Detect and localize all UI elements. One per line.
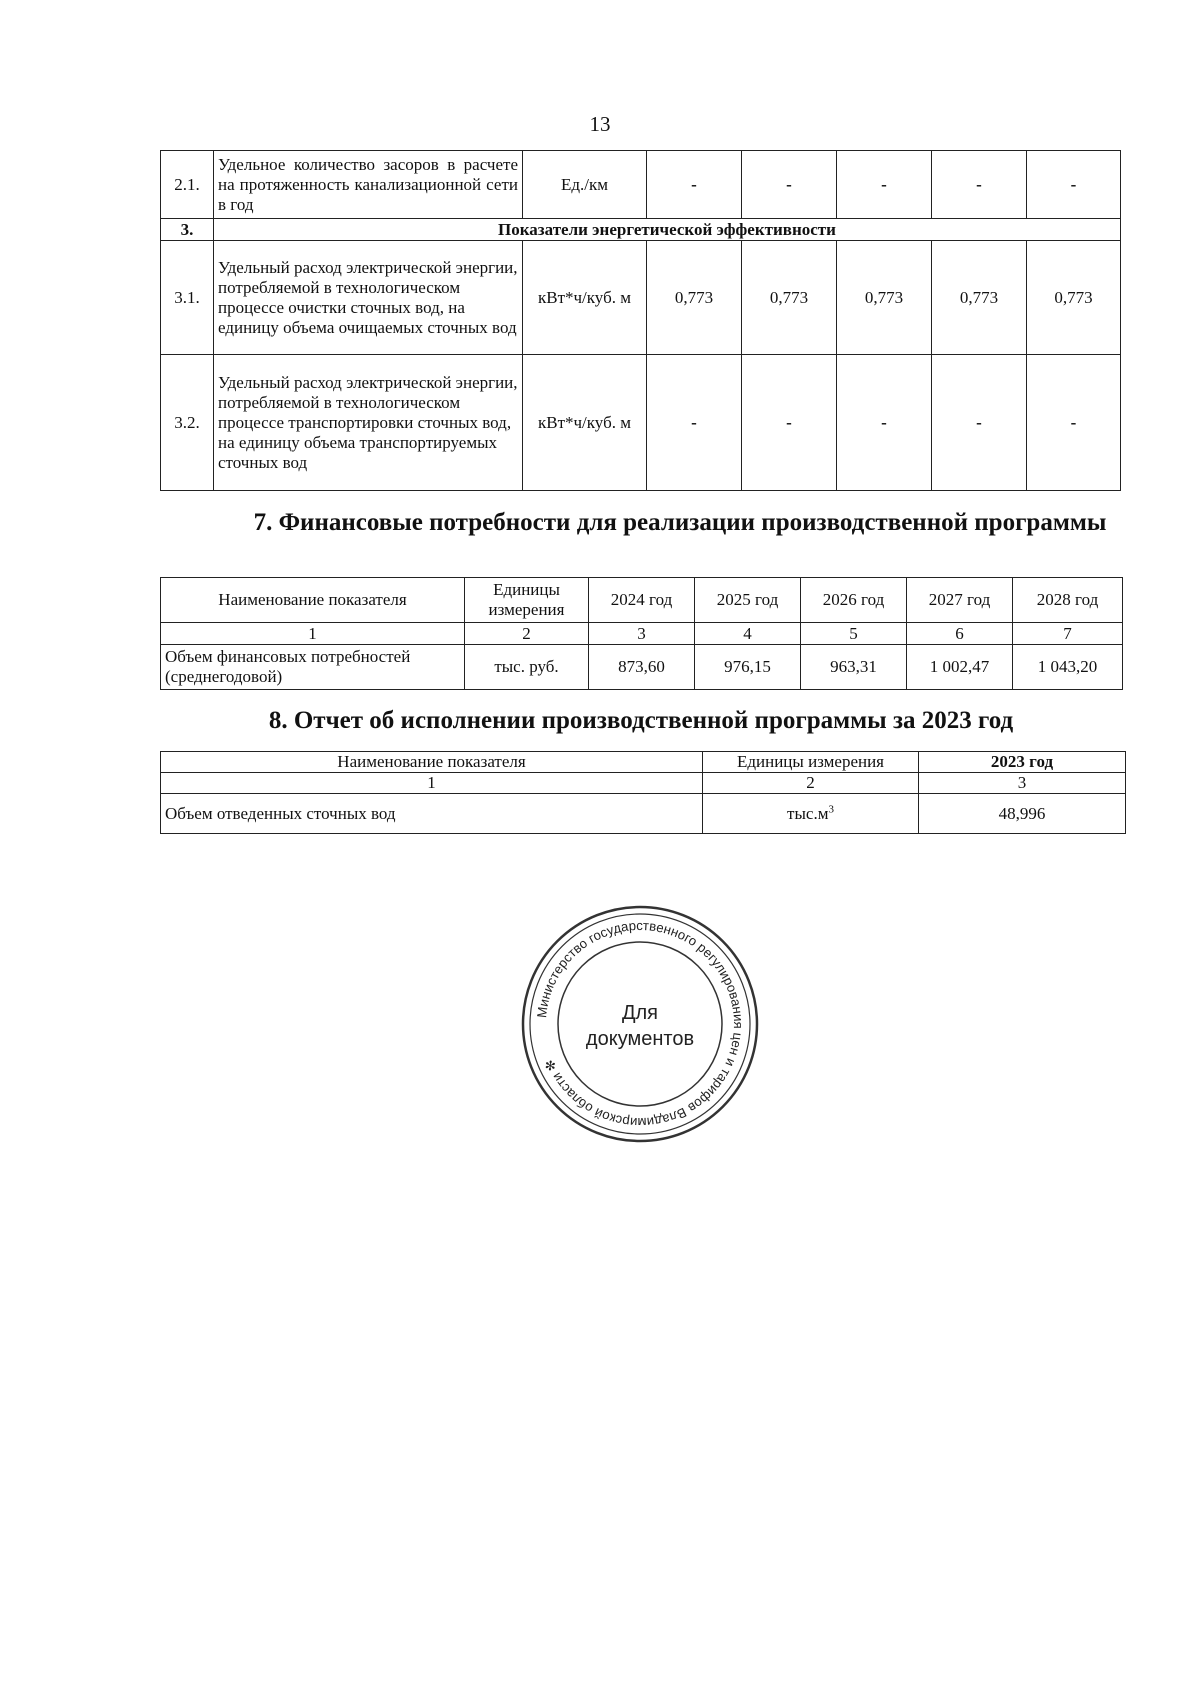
- column-number: 4: [695, 623, 801, 645]
- column-number: 1: [161, 623, 465, 645]
- table-row: [161, 355, 1121, 491]
- row-number: 3.2.: [161, 355, 214, 491]
- value-cell: 48,996: [919, 794, 1126, 834]
- value-cell: 963,31: [801, 645, 907, 690]
- official-stamp: [520, 904, 760, 1144]
- unit-cell: [703, 794, 919, 834]
- unit-exponent: 3: [828, 802, 834, 815]
- indicator-name: Удельное количество засоров в расчете на протяженность канализационной сети в год: [214, 151, 523, 219]
- table-row: [161, 794, 1126, 834]
- column-header: 2028 год: [1013, 578, 1123, 623]
- column-header: Наименование показателя: [161, 752, 703, 773]
- header-row: [161, 752, 1126, 773]
- section-title: Показатели энергетической эффективности: [214, 219, 1121, 241]
- unit-cell: Ед./км: [523, 151, 647, 219]
- column-number: 6: [907, 623, 1013, 645]
- value-cell: 0,773: [932, 241, 1027, 355]
- stamp-center-line2: документов: [585, 1028, 695, 1050]
- indicator-name: Объем финансовых потребностей (среднегодовой): [161, 645, 465, 690]
- page-number: 13: [589, 112, 611, 136]
- unit-cell: кВт*ч/куб. м: [523, 241, 647, 355]
- table-row: [161, 151, 1121, 219]
- column-header: 2026 год: [801, 578, 907, 623]
- indicator-name: Объем отведенных сточных вод: [161, 794, 703, 834]
- value-cell: -: [932, 151, 1027, 219]
- table-row: [161, 241, 1121, 355]
- stamp-inner-ring: [558, 942, 722, 1106]
- column-header: Наименование показателя: [161, 578, 465, 623]
- section-8-heading: 8. Отчет об исполнении производственной программы за 2023 год: [268, 707, 1014, 734]
- unit-text: тыс.м: [787, 803, 829, 823]
- section-row: [161, 219, 1121, 241]
- column-number: 5: [801, 623, 907, 645]
- table-row: [161, 645, 1123, 690]
- stamp-ring-text: Министерство государственного регулирования цен и тарифов Владимирской области ✻: [534, 917, 747, 1131]
- indicators-table: [160, 150, 1121, 491]
- row-number: 3.1.: [161, 241, 214, 355]
- value-cell: -: [932, 355, 1027, 491]
- stamp-center-line1: Для: [621, 1002, 659, 1024]
- value-cell: 0,773: [837, 241, 932, 355]
- value-cell: 873,60: [589, 645, 695, 690]
- section-7-heading: 7. Финансовые потребности для реализации производственной программы: [253, 509, 1107, 536]
- value-cell: -: [742, 355, 837, 491]
- column-number-row: [161, 623, 1123, 645]
- value-cell: 1 002,47: [907, 645, 1013, 690]
- value-cell: 0,773: [647, 241, 742, 355]
- column-header: 2025 год: [695, 578, 801, 623]
- column-header: 2024 год: [589, 578, 695, 623]
- column-number: 1: [161, 773, 703, 794]
- value-cell: -: [742, 151, 837, 219]
- value-cell: 1 043,20: [1013, 645, 1123, 690]
- column-header: Единицы измерения: [465, 578, 589, 623]
- column-header: 2027 год: [907, 578, 1013, 623]
- column-number-row: [161, 773, 1126, 794]
- indicator-name: Удельный расход электрической энергии, потребляемой в технологическом процессе очистки сточных вод, на единицу объема очищаемых сточных вод: [214, 241, 523, 355]
- value-cell: -: [1027, 355, 1121, 491]
- column-header: 2023 год: [919, 752, 1126, 773]
- value-cell: -: [647, 355, 742, 491]
- value-cell: -: [837, 355, 932, 491]
- value-cell: 976,15: [695, 645, 801, 690]
- column-number: 2: [465, 623, 589, 645]
- column-number: 3: [589, 623, 695, 645]
- value-cell: -: [1027, 151, 1121, 219]
- column-number: 7: [1013, 623, 1123, 645]
- header-row: [161, 578, 1123, 623]
- unit-cell: кВт*ч/куб. м: [523, 355, 647, 491]
- value-cell: -: [837, 151, 932, 219]
- row-number: 2.1.: [161, 151, 214, 219]
- column-number: 2: [703, 773, 919, 794]
- indicator-name: Удельный расход электрической энергии, потребляемой в технологическом процессе транспортировки сточных вод, на единицу объема транспортируемых сточных вод: [214, 355, 523, 491]
- value-cell: 0,773: [1027, 241, 1121, 355]
- value-cell: -: [647, 151, 742, 219]
- value-cell: 0,773: [742, 241, 837, 355]
- row-number: 3.: [161, 219, 214, 241]
- unit-cell: тыс. руб.: [465, 645, 589, 690]
- program-report-table: [160, 751, 1126, 834]
- column-header: Единицы измерения: [703, 752, 919, 773]
- financial-needs-table: [160, 577, 1123, 690]
- column-number: 3: [919, 773, 1126, 794]
- stamp-middle-ring: [530, 914, 750, 1134]
